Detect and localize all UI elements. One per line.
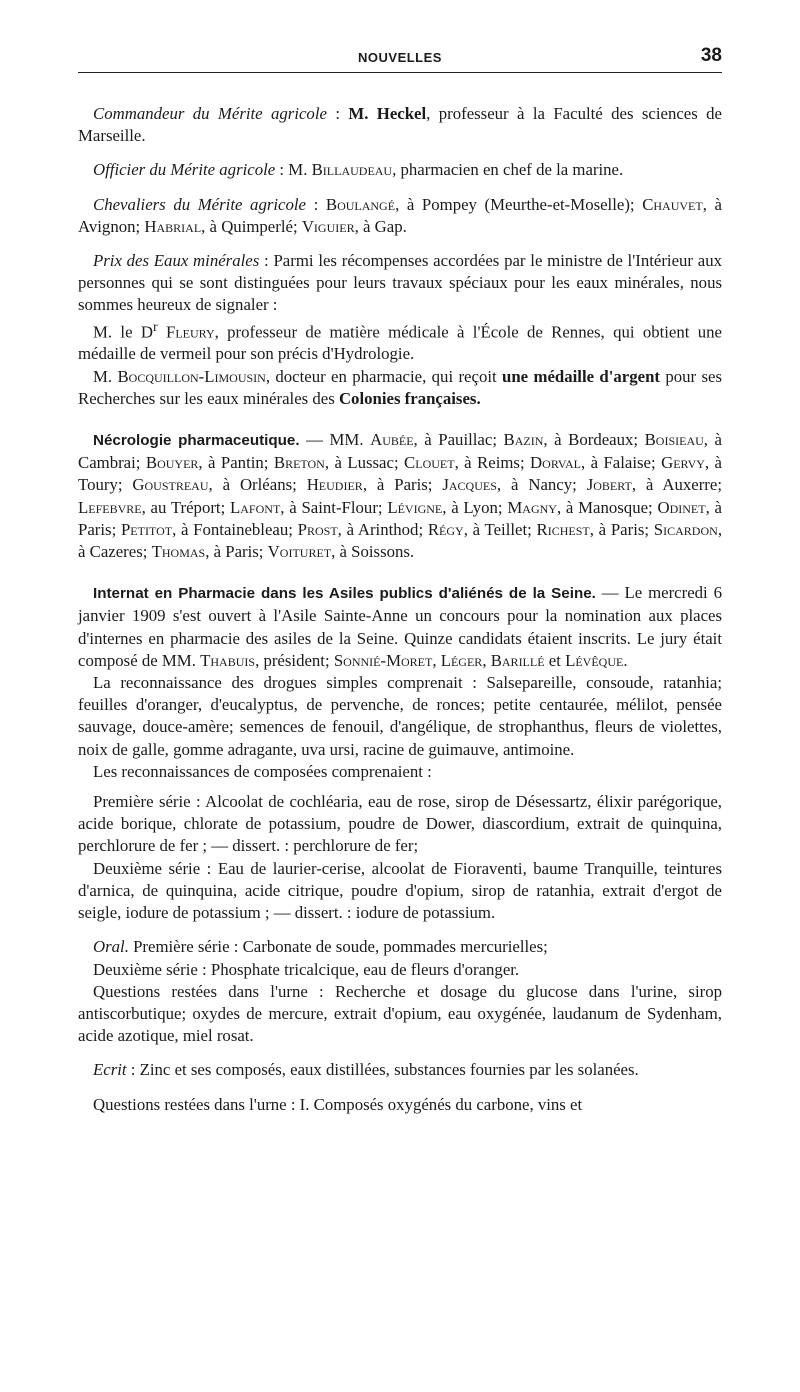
- necro-entry: Boisieau, à Cambrai;: [78, 430, 722, 473]
- paragraph-internat: Internat en Pharmacie dans les Asiles publics d'aliénés de la Seine. — Le mercredi 6 janvier 1909 s'est ouvert à l'Asile Sainte-Anne un concours pour la nomination aux places d'internes en pharmacie des asiles de la Seine. Quinze candidats étaient inscrits. Le jury était composé de MM. Thabuis, président; Sonnié-Moret, Léger, Barillé et Lévêque.: [78, 583, 722, 670]
- running-head: NOUVELLES: [358, 50, 442, 65]
- necro-entry: Heudier, à Paris;: [306, 475, 443, 495]
- person-name: Viguier: [301, 216, 355, 236]
- paragraph-serie-2: Deuxième série : Eau de laurier-cerise, alcoolat de Fioraventi, baume Tranquille, teintures d'arnica, de quinquina, acide citrique, poudre d'opium, sirop de ratanhia, extrait d'ergot de seigle, iodure de potassium ; — dissert. : iodure de potassium.: [78, 858, 722, 923]
- paragraph-serie-1: Première série : Alcoolat de cochléaria, eau de rose, sirop de Désessartz, élixir parégorique, acide borique, chlorate de potassium, poudre de Dower, diascordium, extrait de quinquina, perchlorure de fer ; — dissert. : perchlorure de fer;: [78, 792, 722, 856]
- necro-entry: Gervy, à Toury;: [78, 453, 722, 495]
- person-name: Bocquillon-Limousin: [117, 366, 266, 386]
- necro-entry: Prost, à Arinthod;: [297, 519, 428, 539]
- person-name: Habrial: [144, 216, 202, 236]
- person-name: Thabuis: [200, 650, 256, 670]
- necro-entry: Odinet, à Paris;: [78, 497, 722, 539]
- necro-entry: Régy, à Teillet;: [427, 519, 537, 539]
- paragraph-ecrit: Ecrit : Zinc et ses composés, eaux distillées, substances fournies par les solanées.: [93, 1060, 639, 1080]
- section-heading: Nécrologie pharmaceutique.: [93, 432, 300, 450]
- necro-entry: Goustreau, à Orléans;: [132, 475, 307, 495]
- person-name: Fleury: [165, 322, 215, 342]
- award-label: Prix des Eaux minérales: [93, 251, 260, 271]
- necro-entry: Richest, à Paris;: [536, 519, 654, 539]
- necro-entry: Clouet, à Reims;: [404, 453, 531, 473]
- paragraph-drogues: La reconnaissance des drogues simples comprenait : Salsepareille, consoude, ratanhia; feuilles d'oranger, d'eucalyptus, de pervenche, de ronces; petite centaurée, mélilot, pensée sauvage, douce-amère; semences de fenouil, d'angélique, de strophanthus, fleurs de violettes, noix de galle, gomme adragante, uva ursi, racine de guimauve, antimoine.: [78, 673, 722, 759]
- exam-label: Ecrit: [93, 1060, 127, 1080]
- necro-entry: Aubée, à Pauillac;: [370, 430, 504, 450]
- necro-entry: Voituret, à Soissons.: [267, 542, 415, 562]
- person-name: Boulangé: [325, 194, 396, 214]
- person-name: Lévêque: [565, 650, 624, 670]
- paragraph-officier: Officier du Mérite agricole : M. Billaudeau, pharmacien en chef de la marine.: [93, 160, 624, 180]
- section-heading: Internat en Pharmacie dans les Asiles publics d'aliénés de la Seine.: [93, 585, 596, 603]
- necro-entry: Bazin, à Bordeaux;: [503, 430, 645, 450]
- necro-entry: Thomas, à Paris;: [151, 542, 268, 562]
- paragraph-composees: Les reconnaissances de composées comprenaient :: [93, 761, 432, 781]
- necro-entry: Sicardon, à Cazeres;: [78, 519, 723, 562]
- necro-entry: Petitot, à Fontainebleau;: [120, 519, 298, 539]
- paragraph-oral-serie-2: Deuxième série : Phosphate tricalcique, eau de fleurs d'oranger.: [93, 959, 520, 979]
- necro-entry: Breton, à Lussac;: [273, 453, 405, 473]
- page-body: [78, 103, 722, 1116]
- person-name: M. Heckel: [348, 104, 427, 123]
- paragraph-urne-1: Questions restées dans l'urne : Recherche et dosage du glucose dans l'urine, sirop antiscorbutique; oxydes de mercure, extrait d'opium, eau oxygénée, laudanum de Sydenham, acide azotique, miel rosat.: [78, 981, 722, 1046]
- necro-entry: Lévigne, à Lyon;: [387, 497, 508, 517]
- paragraph-prix-eaux: Prix des Eaux minérales : Parmi les récompenses accordées par le ministre de l'Intérieur aux personnes qui se sont distinguées pour leurs travaux spéciaux pour les eaux minérales, nous sommes heureux de signaler :: [78, 251, 723, 315]
- award-label: Officier du Mérite agricole: [93, 160, 276, 180]
- necro-entry: Jobert, à Auxerre;: [586, 475, 722, 495]
- page-header: [78, 44, 722, 73]
- paragraph-oral: Oral. Première série : Carbonate de soude, pommades mercurielles;: [93, 937, 548, 957]
- page-number: 38: [700, 45, 722, 66]
- paragraph-urne-2: Questions restées dans l'urne : I. Composés oxygénés du carbone, vins et: [93, 1094, 583, 1114]
- person-name: Léger: [440, 650, 483, 670]
- necro-entry: Lefebvre, au Tréport;: [78, 497, 231, 517]
- exam-label: Oral.: [93, 937, 129, 957]
- person-name: Billaudeau: [311, 160, 393, 180]
- award-label: Chevaliers du Mérite agricole: [93, 194, 306, 214]
- person-name: Barillé: [490, 650, 545, 670]
- paragraph-bocquillon: M. Bocquillon-Limousin, docteur en pharmacie, qui reçoit une médaille d'argent pour ses Recherches sur les eaux minérales des Colonies françaises.: [78, 366, 722, 408]
- paragraph-commandeur: Commandeur du Mérite agricole : M. Heckel, professeur à la Faculté des sciences de Marseille.: [78, 104, 722, 146]
- necro-entry: Lafont, à Saint-Flour;: [230, 497, 388, 517]
- person-name: Chauvet: [642, 194, 703, 214]
- necro-entry: Dorval, à Falaise;: [530, 453, 662, 473]
- award-label: Commandeur du Mérite agricole: [93, 104, 327, 123]
- paragraph-chevaliers: Chevaliers du Mérite agricole : Boulangé, à Pompey (Meurthe-et-Moselle); Chauvet, à Avignon; Habrial, à Quimperlé; Viguier, à Gap.: [78, 194, 722, 236]
- necro-entries: [78, 430, 722, 561]
- paragraph-necrologie: Nécrologie pharmaceutique. — MM. Aubée, à Pauillac; Bazin, à Bordeaux; Boisieau, à Cambrai; Bouyer, à Pantin; Breton, à Lussac; Clouet, à Reims; Dorval, à Falaise; Gervy, à Toury; Goustreau, à Orléans; Heudier, à Paris; Jacques, à Nancy; Jobert, à Auxerre; Lefebvre, au Tréport; Lafont, à Saint-Flour; Lévigne, à Lyon; Magny, à Manosque; Odinet, à Paris; Petitot, à Fontainebleau; Prost, à Arinthod; Régy, à Teillet; Richest, à Paris; Sicardon, à Cazeres; Thomas, à Paris; Voituret, à Soissons.: [78, 430, 723, 562]
- person-name: Sonnié-Moret: [333, 650, 433, 670]
- paragraph-fleury: M. le $D^r$ Fleury, professeur de matière médicale à l'École de Rennes, qui obtient une médaille de vermeil pour son précis d'Hydrologie.: [78, 319, 722, 364]
- necro-entry: Jacques, à Nancy;: [442, 475, 587, 495]
- necro-entry: Magny, à Manosque;: [507, 497, 658, 517]
- necro-entry: Bouyer, à Pantin;: [145, 453, 274, 473]
